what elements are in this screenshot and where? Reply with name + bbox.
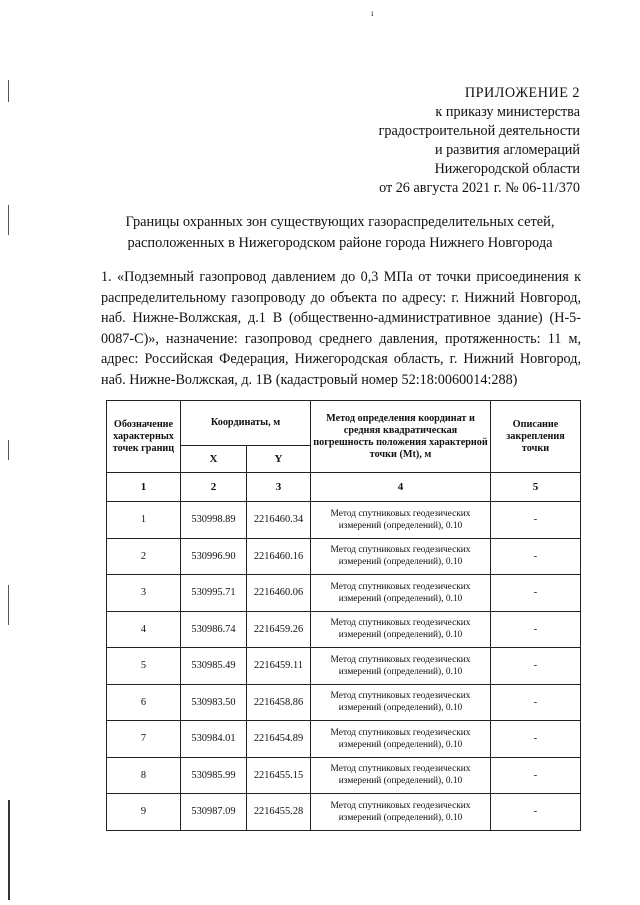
table-row (107, 538, 581, 575)
point-number: 3 (107, 575, 181, 612)
table-row (107, 575, 581, 612)
description-cell: - (491, 757, 581, 794)
scan-edge-mark (8, 205, 9, 235)
description-cell: - (491, 684, 581, 721)
document-heading (100, 212, 580, 254)
description-cell: - (491, 794, 581, 831)
y-coordinate: 2216455.15 (247, 757, 311, 794)
heading-line: расположенных в Нижегородском районе города Нижнего Новгорода (127, 235, 553, 251)
x-coordinate: 530986.74 (181, 611, 247, 648)
table-row (107, 611, 581, 648)
method-cell: Метод спутниковых геодезических измерений (определений), 0.10 (311, 538, 491, 575)
scan-edge-mark (8, 440, 9, 460)
table-row (107, 721, 581, 758)
point-number: 7 (107, 721, 181, 758)
y-coordinate: 2216459.26 (247, 611, 311, 648)
y-coordinate: 2216455.28 (247, 794, 311, 831)
x-coordinate: 530998.89 (181, 502, 247, 539)
x-coordinate: 530984.01 (181, 721, 247, 758)
appendix-line: и развития агломераций (434, 142, 580, 158)
y-coordinate: 2216459.11 (247, 648, 311, 685)
appendix-line: от 26 августа 2021 г. № 06-11/370 (379, 180, 580, 196)
column-index: 4 (311, 473, 491, 502)
point-number: 5 (107, 648, 181, 685)
table-row (107, 794, 581, 831)
x-coordinate: 530995.71 (181, 575, 247, 612)
scan-edge-mark (8, 585, 9, 625)
header-coordinates: Координаты, м (181, 401, 311, 446)
method-cell: Метод спутниковых геодезических измерений (определений), 0.10 (311, 757, 491, 794)
x-coordinate: 530996.90 (181, 538, 247, 575)
description-cell: - (491, 721, 581, 758)
y-coordinate: 2216460.34 (247, 502, 311, 539)
x-coordinate: 530985.49 (181, 648, 247, 685)
coordinates-table (106, 400, 581, 831)
header-y: Y (247, 446, 311, 473)
header-description: Описание закрепления точки (491, 401, 581, 473)
appendix-title: ПРИЛОЖЕНИЕ 2 (464, 85, 580, 101)
object-description: 1. «Подземный газопровод давлением до 0,3 МПа от точки присоединения к распределительному газопроводу до объекта по адресу: г. Нижний Новгород, наб. Нижне-Волжская, д.1 В (общественно-административное здание) (Н-5-0087-С)», назначение: газопровод среднего давления, протяженность: 11 м, адрес: Российская Федерация, Нижегородская область, г. Нижний Новгород, наб. Нижне-Волжская, д. 1В (кадастровый номер 52:18:0060014:288) (101, 269, 581, 388)
header-x: X (181, 446, 247, 473)
header-point: Обозначение характерных точек границ (107, 401, 181, 473)
top-tick-mark: ı (371, 8, 374, 18)
scan-edge-mark (8, 800, 10, 900)
appendix-line: к приказу министерства (435, 104, 580, 120)
scan-edge-mark (8, 80, 9, 102)
appendix-line: Нижегородской области (434, 161, 580, 177)
appendix-header (379, 84, 580, 198)
y-coordinate: 2216454.89 (247, 721, 311, 758)
description-cell: - (491, 575, 581, 612)
x-coordinate: 530987.09 (181, 794, 247, 831)
column-index: 5 (491, 473, 581, 502)
description-cell: - (491, 502, 581, 539)
point-number: 2 (107, 538, 181, 575)
column-index: 3 (247, 473, 311, 502)
method-cell: Метод спутниковых геодезических измерений (определений), 0.10 (311, 684, 491, 721)
description-cell: - (491, 611, 581, 648)
table-row (107, 648, 581, 685)
method-cell: Метод спутниковых геодезических измерений (определений), 0.10 (311, 648, 491, 685)
table-row (107, 502, 581, 539)
header-method: Метод определения координат и средняя квадратическая погрешность положения характерной точки (Мt), м (311, 401, 491, 473)
method-cell: Метод спутниковых геодезических измерений (определений), 0.10 (311, 721, 491, 758)
method-cell: Метод спутниковых геодезических измерений (определений), 0.10 (311, 575, 491, 612)
heading-line: Границы охранных зон существующих газораспределительных сетей, (125, 214, 555, 230)
y-coordinate: 2216460.06 (247, 575, 311, 612)
method-cell: Метод спутниковых геодезических измерений (определений), 0.10 (311, 794, 491, 831)
appendix-line: градостроительной деятельности (378, 123, 580, 139)
x-coordinate: 530983.50 (181, 684, 247, 721)
point-number: 4 (107, 611, 181, 648)
point-number: 8 (107, 757, 181, 794)
method-cell: Метод спутниковых геодезических измерений (определений), 0.10 (311, 611, 491, 648)
column-index: 1 (107, 473, 181, 502)
description-cell: - (491, 648, 581, 685)
point-number: 6 (107, 684, 181, 721)
column-index: 2 (181, 473, 247, 502)
y-coordinate: 2216460.16 (247, 538, 311, 575)
table-row (107, 684, 581, 721)
point-number: 9 (107, 794, 181, 831)
description-cell: - (491, 538, 581, 575)
method-cell: Метод спутниковых геодезических измерений (определений), 0.10 (311, 502, 491, 539)
x-coordinate: 530985.99 (181, 757, 247, 794)
table-row (107, 757, 581, 794)
y-coordinate: 2216458.86 (247, 684, 311, 721)
point-number: 1 (107, 502, 181, 539)
